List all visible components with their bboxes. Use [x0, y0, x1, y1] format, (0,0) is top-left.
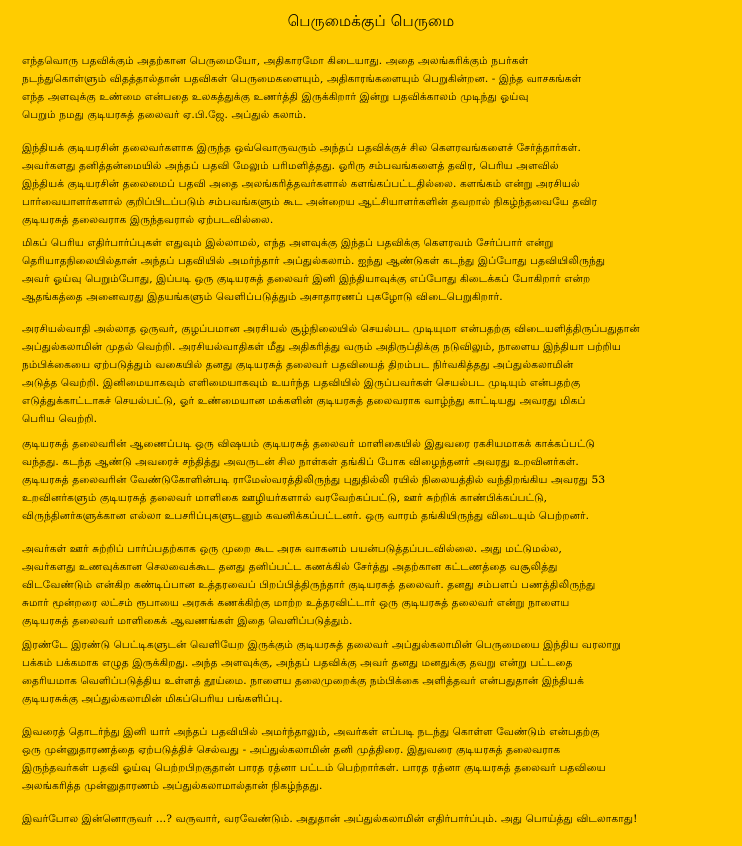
paragraph-line: விடவேண்டும் என்கிற கண்டிப்பான உத்தரவைப் பிறப்பித்திருந்தார் குடியரசுத் தலைவர். தனது சம்பளப் பணத்திலிருந்து — [22, 579, 596, 591]
paragraph-line: அப்துல்கலாமின் முதல் வெற்றி. அரசியல்வாதிகள் மீது அதிகரித்து வரும் அதிருப்திக்கு நடுவிலும், நாளைய இந்தியா பற்றிய — [22, 341, 622, 353]
paragraph-line: அவர்களது உணவுக்கான செலவைக்கூட தனது தனிப்பட்ட கணக்கில் சேர்த்து அதற்கான கட்டணத்தை வசூலித்து — [22, 561, 558, 573]
paragraph-line: விருந்தினர்களுக்கான எல்லா உபசரிப்புகளுடனும் கவனிக்கப்பட்டனர். ஒரு வாரம் தங்கியிருந்து விடையும் பெற்றனர். — [22, 510, 590, 522]
paragraph-line: சுமார் மூன்றரை லட்சம் ரூபாயை அரசுக் கணக்கிற்கு மாற்ற உத்தரவிட்டார் ஒரு குடியரசுத் தலைவர் என்று நாளைய — [22, 597, 570, 609]
paragraph-2 — [22, 139, 737, 229]
paragraph-line: இவர்போல இன்னொருவர் ...? வருவார், வரவேண்டும். அதுதான் அப்துல்கலாமின் எதிர்பார்ப்பும். அது பொய்த்து விடலாகாது! — [22, 813, 638, 825]
paragraph-line: இந்தியக் குடியரசின் தலைவர்களாக இருந்த ஒவ்வொருவரும் அந்தப் பதவிக்குச் சில கௌரவங்களைச் சேர்த்தார்கள். — [22, 142, 581, 154]
paragraph-line: அவர்கள் ஊர் சுற்றிப் பார்ப்பதற்காக ஒரு முறை கூட அரசு வாகனம் பயன்படுத்தப்படவில்லை. அது மட்டுமல்ல, — [22, 543, 562, 555]
paragraph-line: ஒரு முன்னுதாரணத்தை ஏற்படுத்திச் செல்வது - அப்துல்கலாமின் தனி முத்திரை. இதுவரை குடியரசுத் தலைவராக — [22, 744, 561, 756]
paragraph-line: வந்தது. கடந்த ஆண்டு அவரைச் சந்தித்து அவருடன் சில நாள்கள் தங்கிப் போக விழைந்தனர் அவரது உறவினர்கள். — [22, 456, 579, 468]
paragraph-line: அரசியல்வாதி அல்லாத ஒருவர், குழப்பமான அரசியல் சூழ்நிலையில் செயல்பட முடியுமா என்பதற்கு விடையளித்திருப்பதுதான் — [22, 323, 640, 335]
paragraph-6 — [22, 540, 737, 630]
paragraph-line: எடுத்துக்காட்டாகச் செயல்பட்டு, ஓர் உண்மையான மக்களின் குடியரசுத் தலைவராக வாழ்ந்து காட்டியது அவரது மிகப் — [22, 395, 586, 407]
paragraph-line: இரண்டே இரண்டு பெட்டிகளுடன் வெளியேற இருக்கும் குடியரசுத் தலைவர் அப்துல்கலாமின் பெருமையை இந்திய வரலாறு — [22, 639, 622, 651]
paragraph-line: குடியரசுத் தலைவரின் வேண்டுகோளின்படி ராமேஸ்வரத்திலிருந்து புதுதில்லி ரயில் நிலையத்தில் வந்திறங்கிய அவரது 53 — [22, 474, 606, 486]
paragraph-line: குடியரசுக்கு அப்துல்கலாமின் மிகப்பெரிய பங்களிப்பு. — [22, 693, 283, 705]
paragraph-5 — [22, 435, 737, 525]
paragraph-line: எந்த அளவுக்கு உண்மை என்பதை உலகத்துக்கு உணர்த்தி இருக்கிறார் இன்று பதவிக்காலம் முடிந்து ஓய்வு — [22, 91, 529, 103]
paragraph-line: அலங்கரித்த முன்னுதாரணம் அப்துல்கலாமால்தான் நிகழ்ந்தது. — [22, 780, 323, 792]
paragraph-line: பெறும் நமது குடியரசுத் தலைவர் ஏ.பி.ஜே. அப்துல் கலாம். — [22, 109, 307, 121]
paragraph-1 — [22, 52, 737, 124]
paragraph-line: பக்கம் பக்கமாக எழுத இருக்கிறது. அந்த அளவுக்கு, அந்தப் பதவிக்கு அவர் தனது மனதுக்கு தவறு என்று பட்டதை — [22, 657, 573, 669]
paragraph-line: தைரியமாக வெளிப்படுத்திய உள்ளத் தூய்மை. நாளைய தலைமுறைக்கு நம்பிக்கை அளித்தவர் என்பதுதான் இந்தியக் — [22, 675, 584, 687]
paragraph-line: அவர்களது தனித்தன்மையில் அந்தப் பதவி மேலும் பரிமளித்தது. ஓரிரு சம்பவங்களைத் தவிர, பெரிய அளவில் — [22, 160, 559, 172]
paragraph-line: ஆதங்கத்தை அனைவரது இதயங்களும் வெளிப்படுத்தும் அசாதாரணப் புகழோடு விடைபெறுகிறார். — [22, 291, 503, 303]
paragraph-8 — [22, 723, 737, 795]
paragraph-line: இருந்தவர்கள் பதவி ஓய்வு பெற்றபிறகுதான் பாரத ரத்னா பட்டம் பெற்றார்கள். பாரத ரத்னா குடியரசுத் தலைவர் பதவியை — [22, 762, 606, 774]
paragraph-line: குடியரசுத் தலைவரின் ஆணைப்படி ஒரு விஷயம் குடியரசுத் தலைவர் மாளிகையில் இதுவரை ரகசியமாகக் காக்கப்பட்டு — [22, 438, 596, 450]
paragraph-line: அவர் ஓய்வு பெறும்போது, இப்படி ஒரு குடியரசுத் தலைவர் இனி இந்தியாவுக்கு எப்போது கிடைக்கப் போகிறார் என்ற — [22, 273, 591, 285]
paragraph-line: நடந்துகொள்ளும் விதத்தால்தான் பதவிகள் பெருமைகளையும், அதிகாரங்களையும் பெறுகின்றன. - இந்த வாசகங்கள் — [22, 73, 582, 85]
paragraph-4 — [22, 320, 737, 428]
paragraph-3 — [22, 234, 737, 306]
paragraph-line: தெரியாதநிலையில்தான் அந்தப் பதவியில் அமர்ந்தார் அப்துல்கலாம். ஐந்து ஆண்டுகள் கடந்து இப்போது பதவியிலிருந்து — [22, 255, 606, 267]
paragraph-9 — [22, 810, 737, 828]
paragraph-line: எந்தவொரு பதவிக்கும் அதற்கான பெருமையோ, அதிகாரமோ கிடையாது. அதை அலங்கரிக்கும் நபர்கள் — [22, 55, 529, 67]
paragraph-7 — [22, 636, 737, 708]
paragraph-line: அடுத்த வெற்றி. இனிமையாகவும் எளிமையாகவும் உயர்ந்த பதவியில் இருப்பவர்கள் செயல்பட முடியும் என்பதற்கு — [22, 377, 581, 389]
paragraph-line: குடியரசுத் தலைவராக இருந்தவரால் ஏற்படவில்லை. — [22, 214, 274, 226]
article-title: பெருமைக்குப் பெருமை — [287, 12, 455, 30]
paragraph-line: மிகப் பெரிய எதிர்பார்ப்புகள் எதுவும் இல்லாமல், எந்த அளவுக்கு இந்தப் பதவிக்கு கௌரவம் சேர்ப்பார் என்று — [22, 237, 554, 249]
paragraph-line: இந்தியக் குடியரசின் தலைமைப் பதவி அதை அலங்கரித்தவர்களால் களங்கப்பட்டதில்லை. களங்கம் என்று அரசியல் — [22, 178, 580, 190]
paragraph-line: பெரிய வெற்றி. — [22, 413, 98, 425]
paragraph-line: நம்பிக்கையை ஏற்படுத்தும் வகையில் தனது குடியரசுத் தலைவர் பதவியைத் திறம்பட நிர்வகித்தது அப்துல்கலாமின் — [22, 359, 574, 371]
paragraph-line: குடியரசுத் தலைவர் மாளிகைக் ஆவணங்கள் இதை வெளிப்படுத்தும். — [22, 615, 353, 627]
paragraph-line: இவரைத் தொடர்ந்து இனி யார் அந்தப் பதவியில் அமர்ந்தாலும், அவர்கள் எப்படி நடந்து கொள்ள வேண்டும் என்பதற்கு — [22, 726, 600, 738]
paragraph-line: உறவினர்களும் குடியரசுத் தலைவர் மாளிகை ஊழியர்களால் வரவேற்கப்பட்டு, ஊர் சுற்றிக் காண்பிக்கப்பட்டு, — [22, 492, 548, 504]
paragraph-line: பார்வையாளர்களால் குறிப்பிடப்படும் சம்பவங்களும் கூட அன்றைய ஆட்சியாளர்களின் தவறால் நிகழ்ந்தவையே தவிர — [22, 196, 598, 208]
